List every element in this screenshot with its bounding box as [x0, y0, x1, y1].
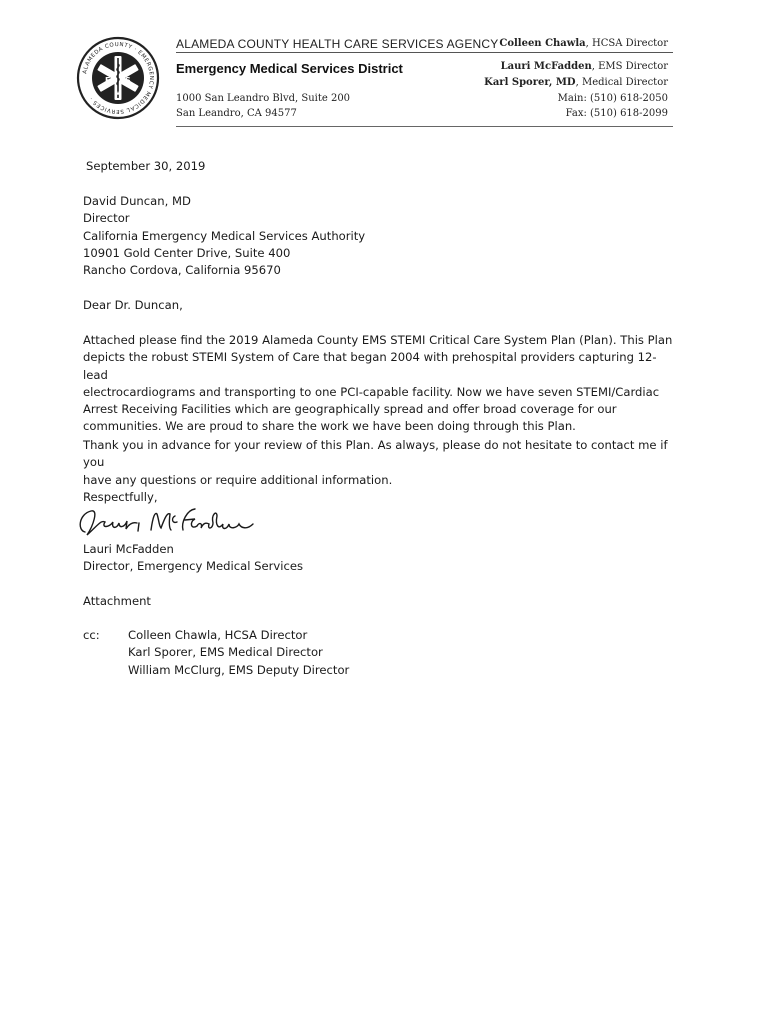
handwritten-signature	[71, 502, 271, 542]
paragraph-line: Arrest Receiving Facilities which are geographically spread and offer broad coverage for our	[83, 402, 617, 417]
fax-number: Fax: (510) 618-2099	[565, 108, 668, 119]
letterhead	[0, 0, 770, 140]
recipient-line: Director	[83, 211, 130, 226]
recipient-line: David Duncan, MD	[83, 194, 191, 208]
paragraph-line: depicts the robust STEMI System of Care that began 2004 with prehospital providers capturing 12-lead	[83, 350, 657, 382]
paragraph-line: electrocardiograms and transporting to one PCI-capable facility. Now we have seven STEMI/Cardiac	[83, 384, 660, 399]
svg-text:M: M	[114, 89, 122, 98]
cc-label: cc:	[83, 628, 100, 642]
paragraph-line: Thank you in advance for your review of this Plan. As always, please do not hesitate to contact me if you	[83, 438, 668, 470]
body-paragraph-1	[83, 332, 673, 436]
divider	[176, 52, 673, 53]
agency-name: ALAMEDA COUNTY HEALTH CARE SERVICES AGENCY	[176, 37, 499, 51]
cc-list	[128, 627, 349, 679]
signer-title: Director, Emergency Medical Services	[83, 559, 304, 574]
recipient-line: Rancho Cordova, California 95670	[83, 263, 281, 278]
svg-text:S: S	[125, 76, 131, 85]
staff-medical-director: Karl Sporer, MD, Medical Director	[484, 77, 668, 88]
recipient-line: 10901 Gold Center Drive, Suite 400	[83, 245, 291, 260]
svg-text:ALAMEDA COUNTY · EMERGENCY MED: ALAMEDA COUNTY · EMERGENCY MEDICAL SERVICES ·	[82, 41, 155, 115]
paragraph-line: communities. We are proud to share the work we have been doing through this Plan.	[83, 419, 576, 434]
address-line2: San Leandro, CA 94577	[176, 108, 297, 119]
recipient-block	[83, 193, 365, 279]
staff-hcsa-director: Colleen Chawla, HCSA Director	[499, 38, 668, 49]
district-name: Emergency Medical Services District	[176, 61, 403, 76]
cc-recipient: Karl Sporer, EMS Medical Director	[128, 645, 323, 660]
paragraph-line: have any questions or require additional information.	[83, 472, 393, 487]
ems-seal-logo	[76, 36, 160, 120]
divider	[176, 126, 673, 127]
staff-ems-director: Lauri McFadden, EMS Director	[500, 61, 668, 72]
svg-text:E: E	[105, 76, 111, 85]
cc-recipient: William McClurg, EMS Deputy Director	[128, 662, 350, 677]
signer-name: Lauri McFadden	[83, 542, 174, 556]
main-phone: Main: (510) 618-2050	[557, 93, 668, 104]
recipient-line: California Emergency Medical Services Authority	[83, 228, 366, 243]
body-paragraph-2	[83, 437, 673, 489]
letter-date: September 30, 2019	[86, 159, 206, 173]
paragraph-line: Attached please find the 2019 Alameda County EMS STEMI Critical Care System Plan (Plan). This Plan	[83, 333, 673, 347]
closing: Respectfully,	[83, 490, 158, 504]
salutation: Dear Dr. Duncan,	[83, 298, 183, 312]
address-line1: 1000 San Leandro Blvd, Suite 200	[176, 93, 351, 104]
signer-block	[83, 541, 303, 576]
cc-recipient: Colleen Chawla, HCSA Director	[128, 628, 308, 642]
attachment-note: Attachment	[83, 594, 151, 608]
